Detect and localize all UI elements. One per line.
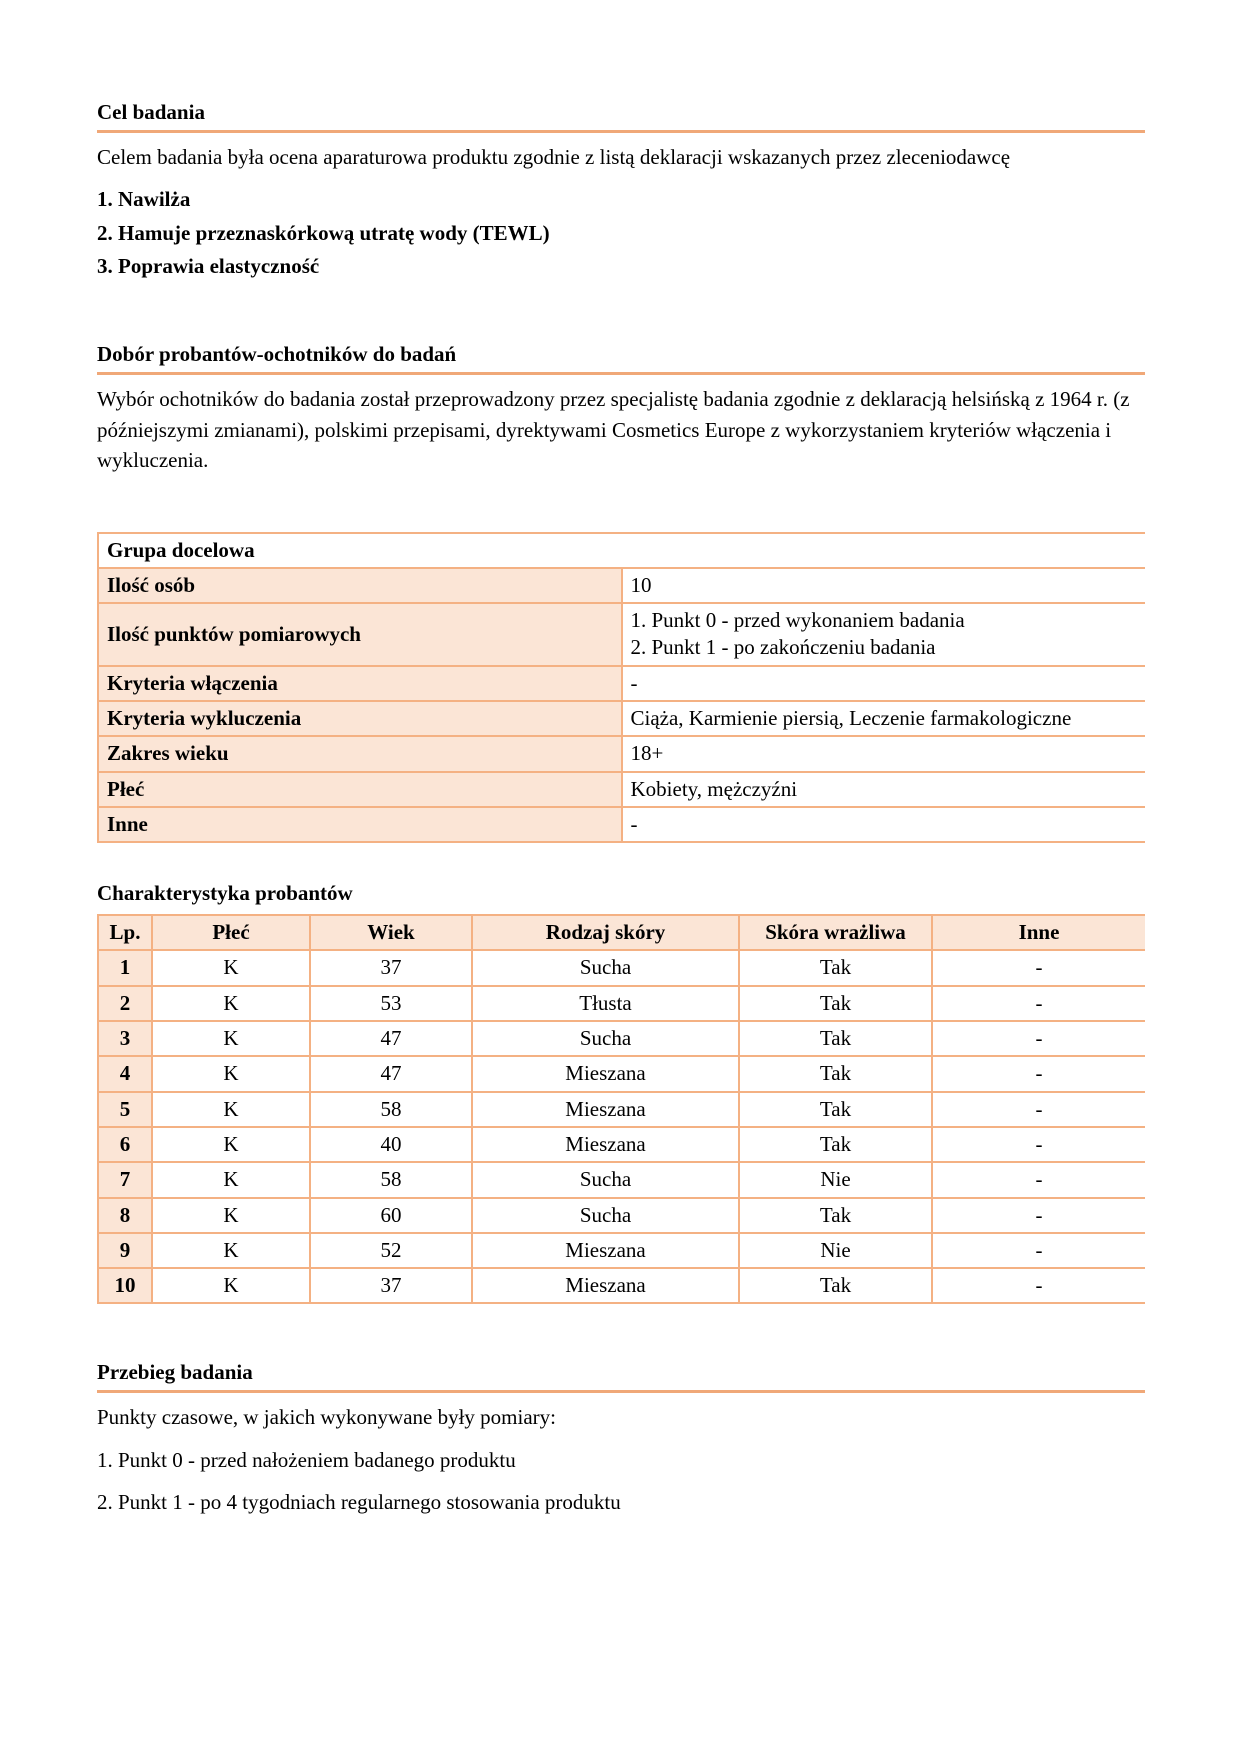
grupa-docelowa-row	[98, 772, 1145, 807]
charakterystyka-row	[98, 1092, 1145, 1127]
charakterystyka-cell: K	[152, 1233, 310, 1268]
charakterystyka-cell: Sucha	[472, 1162, 739, 1197]
claim-item: 2. Hamuje przeznaskórkową utratę wody (TEWL)	[97, 220, 550, 245]
grupa-docelowa-table	[97, 532, 1145, 844]
charakterystyka-row-number: 9	[98, 1233, 152, 1268]
charakterystyka-row-number: 4	[98, 1056, 152, 1091]
grupa-row-value	[622, 772, 1146, 807]
charakterystyka-row-number: 7	[98, 1162, 152, 1197]
charakterystyka-cell: Sucha	[472, 1198, 739, 1233]
grupa-row-label: Kryteria wykluczenia	[98, 701, 622, 736]
charakterystyka-cell: 58	[310, 1162, 472, 1197]
charakterystyka-cell: Mieszana	[472, 1092, 739, 1127]
section-heading-przebieg-badania: Przebieg badania	[97, 1360, 1145, 1393]
charakterystyka-cell: -	[932, 1268, 1145, 1303]
charakterystyka-cell: Tak	[739, 1127, 932, 1162]
spacer	[97, 476, 1145, 532]
grupa-row-value-line: Kobiety, mężczyźni	[630, 776, 798, 801]
charakterystyka-cell: -	[932, 1233, 1145, 1268]
charakterystyka-cell: Mieszana	[472, 1268, 739, 1303]
charakterystyka-cell: K	[152, 1092, 310, 1127]
charakterystyka-column-header: Wiek	[310, 915, 472, 950]
grupa-row-value-line: Ciąża, Karmienie piersią, Leczenie farmakologiczne	[630, 705, 1072, 730]
cel-badania-intro-text: Celem badania była ocena aparaturowa produktu zgodnie z listą deklaracji wskazanych przez zleceniodawcę	[97, 145, 1011, 169]
grupa-row-value-line: 18+	[630, 741, 664, 766]
charakterystyka-cell: K	[152, 1056, 310, 1091]
charakterystyka-cell: K	[152, 1268, 310, 1303]
charakterystyka-row-number: 1	[98, 950, 152, 985]
charakterystyka-row-number: 8	[98, 1198, 152, 1233]
grupa-docelowa-table-body	[98, 533, 1145, 843]
charakterystyka-cell: Tak	[739, 1021, 932, 1056]
grupa-docelowa-row	[98, 568, 1145, 603]
spacer	[97, 906, 1145, 914]
spacer	[97, 843, 1145, 881]
grupa-row-value-line: 1. Punkt 0 - przed wykonaniem badania	[630, 608, 965, 633]
grupa-docelowa-title-cell: Grupa docelowa	[98, 533, 1145, 568]
grupa-row-value-line: 2. Punkt 1 - po zakończeniu badania	[630, 635, 936, 660]
przebieg-badania-intro-text: Punkty czasowe, w jakich wykonywane były pomiary:	[97, 1405, 556, 1430]
grupa-row-value-line: -	[630, 811, 638, 836]
charakterystyka-row	[98, 950, 1145, 985]
charakterystyka-cell: Tak	[739, 986, 932, 1021]
charakterystyka-cell: Mieszana	[472, 1127, 739, 1162]
charakterystyka-cell: Tak	[739, 950, 932, 985]
grupa-row-value-line: -	[630, 670, 638, 695]
charakterystyka-cell: 37	[310, 950, 472, 985]
charakterystyka-cell: Sucha	[472, 950, 739, 985]
charakterystyka-cell: 53	[310, 986, 472, 1021]
section-heading-dobor-probantow: Dobór probantów-ochotników do badań	[97, 342, 1145, 375]
charakterystyka-cell: 40	[310, 1127, 472, 1162]
charakterystyka-cell: 60	[310, 1198, 472, 1233]
charakterystyka-cell: Mieszana	[472, 1233, 739, 1268]
charakterystyka-cell: 47	[310, 1021, 472, 1056]
charakterystyka-column-header: Inne	[932, 915, 1145, 950]
section-heading-charakterystyka: Charakterystyka probantów	[97, 881, 353, 906]
section-heading-cel-badania: Cel badania	[97, 100, 1145, 133]
grupa-row-value	[622, 701, 1146, 736]
grupa-row-label: Zakres wieku	[98, 736, 622, 771]
grupa-row-label: Ilość punktów pomiarowych	[98, 603, 622, 666]
claim-item: 3. Poprawia elastyczność	[97, 253, 320, 278]
grupa-row-value	[622, 736, 1146, 771]
charakterystyka-cell: 47	[310, 1056, 472, 1091]
grupa-row-value	[622, 666, 1146, 701]
charakterystyka-cell: -	[932, 1198, 1145, 1233]
charakterystyka-cell: Sucha	[472, 1021, 739, 1056]
grupa-row-label: Inne	[98, 807, 622, 842]
charakterystyka-cell: 52	[310, 1233, 472, 1268]
charakterystyka-row	[98, 1268, 1145, 1303]
charakterystyka-cell: -	[932, 1162, 1145, 1197]
charakterystyka-cell: K	[152, 950, 310, 985]
grupa-docelowa-row	[98, 701, 1145, 736]
charakterystyka-cell: -	[932, 1092, 1145, 1127]
charakterystyka-row-number: 2	[98, 986, 152, 1021]
time-points-list	[97, 1445, 1145, 1518]
grupa-row-value	[622, 568, 1146, 603]
charakterystyka-column-header: Rodzaj skóry	[472, 915, 739, 950]
charakterystyka-cell: K	[152, 1127, 310, 1162]
charakterystyka-cell: K	[152, 1021, 310, 1056]
charakterystyka-cell: -	[932, 986, 1145, 1021]
spacer	[97, 286, 1145, 342]
charakterystyka-column-header: Płeć	[152, 915, 310, 950]
charakterystyka-table	[97, 914, 1145, 1304]
charakterystyka-row	[98, 1127, 1145, 1162]
grupa-row-value-line: 10	[630, 572, 652, 597]
grupa-docelowa-row	[98, 736, 1145, 771]
grupa-docelowa-row	[98, 603, 1145, 666]
grupa-row-label: Płeć	[98, 772, 622, 807]
grupa-docelowa-row	[98, 666, 1145, 701]
charakterystyka-cell: Mieszana	[472, 1056, 739, 1091]
charakterystyka-column-header: Lp.	[98, 915, 152, 950]
charakterystyka-cell: -	[932, 1021, 1145, 1056]
charakterystyka-row	[98, 1162, 1145, 1197]
charakterystyka-row-number: 3	[98, 1021, 152, 1056]
grupa-row-value	[622, 603, 1146, 666]
grupa-docelowa-title-row	[98, 533, 1145, 568]
grupa-row-value	[622, 807, 1146, 842]
time-point-item: 1. Punkt 0 - przed nałożeniem badanego produktu	[97, 1447, 516, 1472]
charakterystyka-row-number: 10	[98, 1268, 152, 1303]
charakterystyka-cell: K	[152, 986, 310, 1021]
charakterystyka-row	[98, 1021, 1145, 1056]
charakterystyka-cell: Nie	[739, 1162, 932, 1197]
charakterystyka-cell: K	[152, 1198, 310, 1233]
charakterystyka-cell: -	[932, 950, 1145, 985]
dobor-probantow-body-text: Wybór ochotników do badania został przeprowadzony przez specjalistę badania zgodnie z deklaracją helsińską z 1964 r. (z późniejszymi zmianami), polskimi przepisami, dyrektywami Cosmetics Europe z wykorzystaniem kryteriów włączenia i wykluczenia.	[97, 387, 1130, 473]
claims-list	[97, 186, 1145, 279]
charakterystyka-cell: K	[152, 1162, 310, 1197]
spacer	[97, 1304, 1145, 1360]
time-point-item: 2. Punkt 1 - po 4 tygodniach regularnego stosowania produktu	[97, 1490, 621, 1515]
grupa-row-label: Kryteria włączenia	[98, 666, 622, 701]
charakterystyka-cell: -	[932, 1056, 1145, 1091]
charakterystyka-row	[98, 1056, 1145, 1091]
charakterystyka-cell: Tak	[739, 1268, 932, 1303]
charakterystyka-row-number: 6	[98, 1127, 152, 1162]
charakterystyka-cell: 37	[310, 1268, 472, 1303]
charakterystyka-cell: -	[932, 1127, 1145, 1162]
charakterystyka-cell: Tłusta	[472, 986, 739, 1021]
charakterystyka-header-row	[98, 915, 1145, 950]
charakterystyka-cell: 58	[310, 1092, 472, 1127]
charakterystyka-row-number: 5	[98, 1092, 152, 1127]
charakterystyka-row	[98, 1198, 1145, 1233]
charakterystyka-cell: Tak	[739, 1198, 932, 1233]
charakterystyka-cell: Tak	[739, 1092, 932, 1127]
charakterystyka-table-body	[98, 950, 1145, 1303]
charakterystyka-column-header: Skóra wrażliwa	[739, 915, 932, 950]
charakterystyka-row	[98, 986, 1145, 1021]
charakterystyka-cell: Tak	[739, 1056, 932, 1091]
grupa-docelowa-row	[98, 807, 1145, 842]
claim-item: 1. Nawilża	[97, 187, 191, 212]
charakterystyka-cell: Nie	[739, 1233, 932, 1268]
charakterystyka-row	[98, 1233, 1145, 1268]
grupa-row-label: Ilość osób	[98, 568, 622, 603]
